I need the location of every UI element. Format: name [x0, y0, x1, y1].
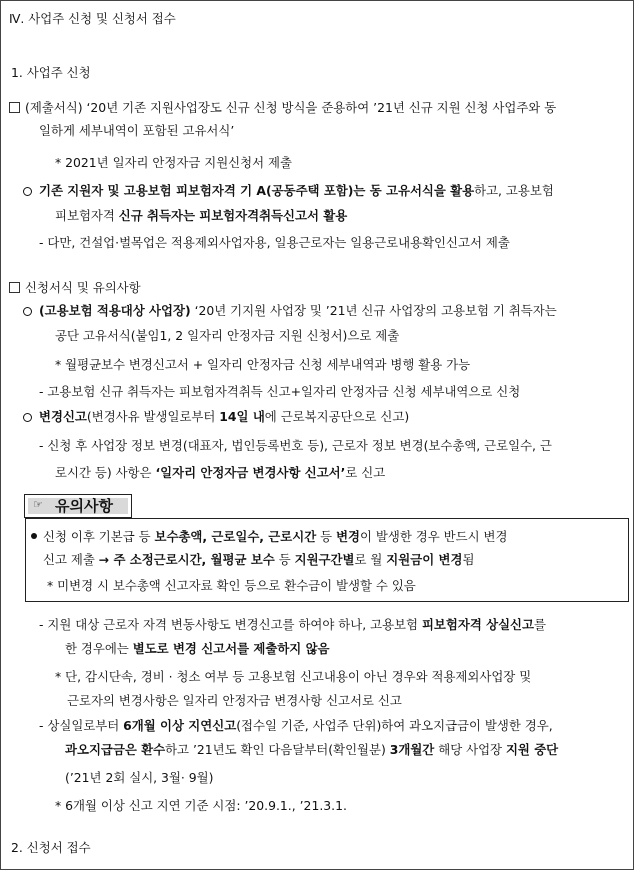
- submission-form-note: * 2021년 일자리 안정자금 지원신청서 제출: [55, 155, 292, 170]
- change-report-line: 변경신고(변경사유 발생일로부터 14일 내에 근로복지공단으로 신고): [23, 408, 409, 426]
- filled-dot-icon: [31, 533, 37, 539]
- circle-bullet-icon: [23, 413, 32, 422]
- caution-tag: [24, 494, 132, 518]
- caution-note: * 미변경 시 보수총액 신고자료 확인 등으로 환수금이 발생할 수 있음: [47, 578, 416, 593]
- existing-applicant-line-1: 기존 지원자 및 고용보험 피보험자격 기 A(공동주택 포함)는 동 고유서식을 활용하고, 고용보험: [23, 182, 554, 200]
- insured-workplace-line-2: 공단 고유서식(붙임1, 2 일자리 안정자금 지원 신청서)으로 제출: [55, 328, 400, 343]
- caution-line-2: 신고 제출 → 주 소정근로시간, 월평균 보수 등 지원구간별로 월 지원금이 변경됨: [43, 552, 475, 567]
- delay-report-line-3: (’21년 2회 실시, 3월· 9월): [65, 770, 214, 785]
- insured-workplace-line-1: (고용보험 적용대상 사업장) ‘20년 기지원 사업장 및 ’21년 신규 사업장의 고용보험 기 취득자는: [23, 302, 557, 320]
- caution-line-1: 신청 이후 기본급 등 보수총액, 근로일수, 근로시간 등 변경이 발생한 경우 반드시 변경: [31, 528, 507, 546]
- subsection-forms-heading: 신청서식 및 유의사항: [9, 279, 141, 297]
- loss-report-line-2: 한 경우에는 별도로 변경 신고서를 제출하지 않음: [65, 641, 330, 656]
- new-acquirer-line: - 고용보험 신규 취득자는 피보험자격취득 신고+일자리 안정자금 신청 세부내역으로 신청: [39, 384, 521, 399]
- change-info-line-2: 로시간 등) 사항은 ‘일자리 안정자금 변경사항 신고서’로 신고: [55, 465, 386, 480]
- circle-bullet-icon: [23, 187, 32, 196]
- delay-report-note: * 6개월 이상 신고 지연 기준 시점: ’20.9.1., ’21.3.1.: [55, 798, 347, 813]
- square-bullet-icon: [9, 282, 20, 293]
- submission-form-line-2: 일하게 세부내역이 포함된 고유서식’: [39, 123, 235, 138]
- pointing-hand-icon: ☞: [33, 498, 43, 511]
- existing-applicant-line-2: 피보험자격 신규 취득자는 피보험자격취득신고서 활용: [55, 208, 348, 223]
- delay-report-line-1: - 상실일로부터 6개월 이상 지연신고(접수일 기준, 사업주 단위)하여 과오지급금이 발생한 경우,: [39, 718, 553, 733]
- loss-report-line-1: - 지원 대상 근로자 자격 변동사항도 변경신고를 하여야 하나, 고용보험 피보험자격 상실신고를: [39, 617, 546, 632]
- construction-exception: - 다만, 건설업·벌목업은 적용제외사업자용, 일용근로자는 일용근로내용확인신고서 제출: [39, 235, 510, 250]
- square-bullet-icon: [9, 102, 20, 113]
- loss-report-note-1: * 단, 감시단속, 경비 · 청소 여부 등 고용보험 신고내용이 아닌 경우와 적용제외사업장 및: [55, 669, 532, 684]
- delay-report-line-2: 과오지급금은 환수하고 ’21년도 확인 다음달부터(확인월분) 3개월간 해당 사업장 지원 중단: [65, 742, 559, 757]
- section-title: Ⅳ. 사업주 신청 및 신청서 접수: [9, 11, 176, 26]
- insured-workplace-note: * 월평균보수 변경신고서 + 일자리 안정자금 신청 세부내역과 병행 활용 가능: [55, 357, 471, 372]
- change-info-line-1: - 신청 후 사업장 정보 변경(대표자, 법인등록번호 등), 근로자 정보 변경(보수총액, 근로일수, 근: [39, 438, 552, 453]
- subsection-1-heading: 1. 사업주 신청: [11, 65, 91, 80]
- subsection-2-heading: 2. 신청서 접수: [11, 840, 91, 855]
- circle-bullet-icon: [23, 307, 32, 316]
- caution-label: 유의사항: [55, 497, 113, 515]
- submission-form-line-1: (제출서식) ‘20년 기존 지원사업장도 신규 신청 방식을 준용하여 ’21년 신규 지원 신청 사업주와 동: [9, 99, 556, 117]
- loss-report-note-2: 근로자의 변경사항은 일자리 안정자금 변경사항 신고서로 신고: [67, 693, 402, 708]
